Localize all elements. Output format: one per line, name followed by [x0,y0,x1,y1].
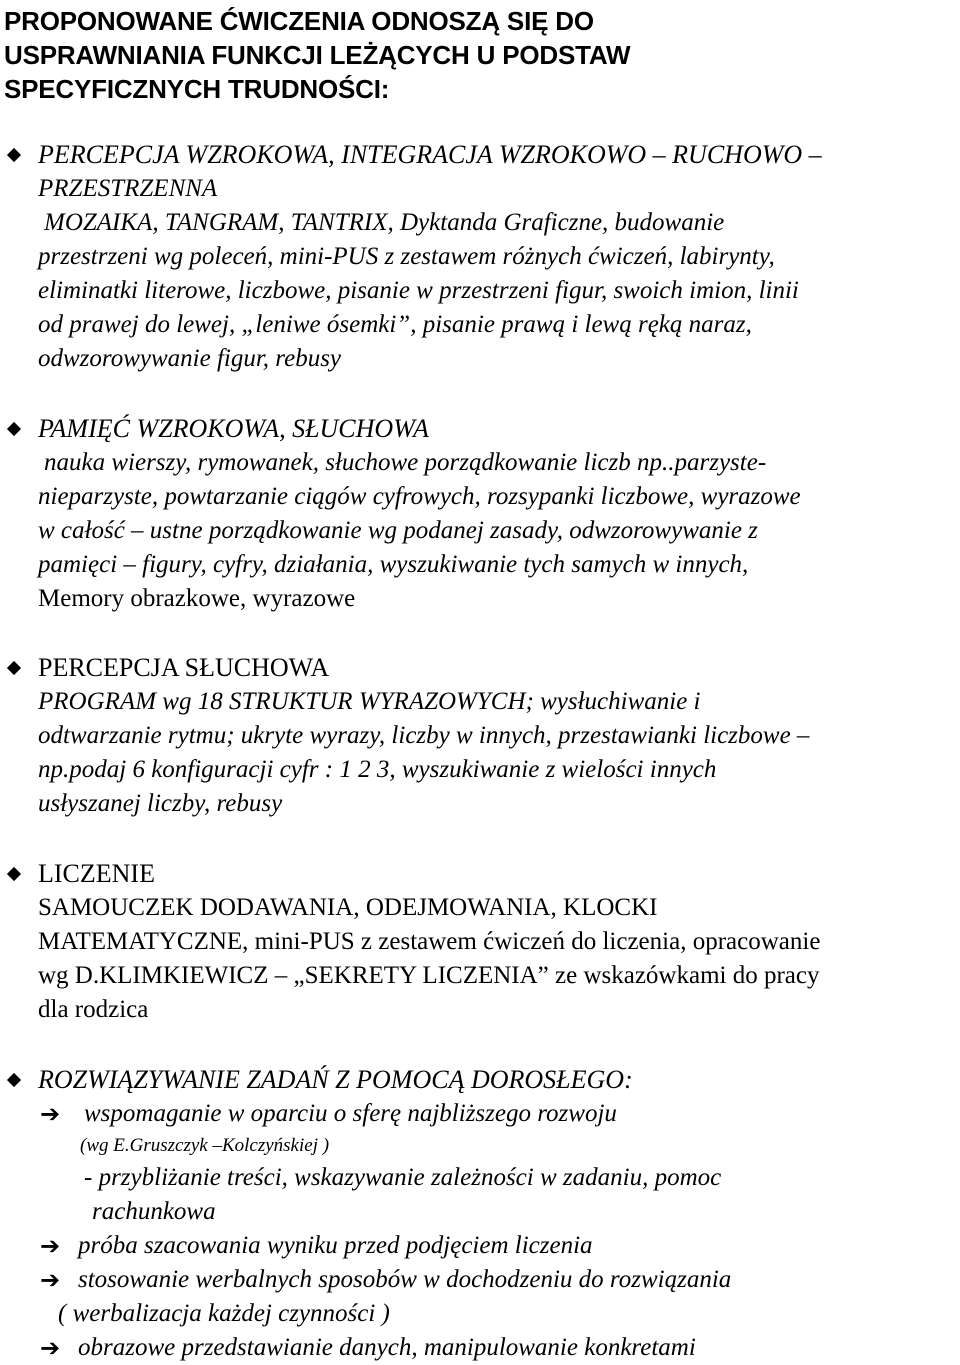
text-line: MOZAIKA, TANGRAM, TANTRIX, Dyktanda Graficzne, budowanie [44,209,725,236]
section-title: PAMIĘĆ WZROKOWA, SŁUCHOWA [38,414,429,443]
text-line: wg D.KLIMKIEWICZ – „SEKRETY LICZENIA” ze wskazówkami do pracy [38,962,820,989]
section-auditory-perception [0,651,960,821]
text-line: np.podaj 6 konfiguracji cyfr : 1 2 3, wyszukiwanie z wielości innych [38,756,717,783]
text-line: przestrzeni wg poleceń, mini-PUS z zestawem różnych ćwiczeń, labirynty, [38,243,775,270]
text-line: Memory obrazkowe, wyrazowe [38,585,356,612]
text-line: od prawej do lewej, „leniwe ósemki”, pisanie prawą i lewą ręką naraz, [38,311,752,338]
text-line: nauka wierszy, rymowanek, słuchowe porządkowanie liczb np..parzyste- [44,449,767,476]
right-arrow-icon: ➔ [40,1232,61,1260]
text-line: MATEMATYCZNE, mini-PUS z zestawem ćwiczeń do liczenia, opracowanie [38,928,821,955]
section-memory [0,412,960,616]
text-line: PROGRAM wg 18 STRUKTUR WYRAZOWYCH; wysłuchiwanie i [38,688,701,715]
bullet-heading [0,412,960,446]
arrow-item-text: wspomaganie w oparciu o sferę najbliższego rozwoju [84,1100,617,1127]
diamond-bullet-icon [7,1073,21,1087]
text-line: pamięci – figury, cyfry, działania, wyszukiwanie tych samych w innych, [38,551,749,578]
bullet-heading [0,138,960,172]
text-line: eliminatki literowe, liczbowe, pisanie w przestrzeni figur, swoich imion, linii [38,277,799,304]
section-counting [0,857,960,1027]
heading-line: SPECYFICZNYCH TRUDNOŚCI: [4,74,390,104]
diamond-bullet-icon [7,422,21,436]
text-line: ( werbalizacja każdej czynności ) [58,1300,390,1327]
diamond-bullet-icon [7,867,21,881]
arrow-item [0,1097,960,1131]
text-line: odtwarzanie rytmu; ukryte wyrazy, liczby w innych, przestawianki liczbowe – [38,722,810,749]
right-arrow-icon: ➔ [40,1334,61,1362]
text-line: w całość – ustne porządkowanie wg podanej zasady, odwzorowywanie z [38,517,758,544]
text-line: dla rodzica [38,996,149,1023]
document-heading [4,4,954,106]
section-title: PERCEPCJA SŁUCHOWA [38,653,330,682]
section-title: LICZENIE [38,859,155,888]
arrow-item [0,1263,960,1297]
bullet-heading [0,651,960,685]
diamond-bullet-icon [7,661,21,675]
text-line: PRZESTRZENNA [38,175,218,202]
section-title: ROZWIĄZYWANIE ZADAŃ Z POMOCĄ DOROSŁEGO: [38,1065,633,1094]
arrow-item-text: stosowanie werbalnych sposobów w dochodzeniu do rozwiązania [78,1266,732,1293]
diamond-bullet-icon [7,148,21,162]
text-line: - przybliżanie treści, wskazywanie zależności w zadaniu, pomoc [84,1164,722,1191]
text-line: rachunkowa [92,1198,216,1225]
section-title: PERCEPCJA WZROKOWA, INTEGRACJA WZROKOWO – RUCHOWO – [38,140,822,169]
right-arrow-icon: ➔ [40,1100,61,1128]
arrow-item-text: obrazowe przedstawianie danych, manipulowanie konkretami [78,1334,696,1361]
arrow-item [0,1331,960,1365]
heading-line: PROPONOWANE ĆWICZENIA ODNOSZĄ SIĘ DO [4,6,594,36]
bullet-heading [0,1063,960,1097]
heading-line: USPRAWNIANIA FUNKCJI LEŻĄCYCH U PODSTAW [4,40,631,70]
text-line: (wg E.Gruszczyk –Kolczyńskiej ) [80,1135,330,1156]
text-line: usłyszanej liczby, rebusy [38,790,283,817]
arrow-item-text: próba szacowania wyniku przed podjęciem liczenia [78,1232,593,1259]
section-problem-solving [0,1063,960,1365]
text-line: nieparzyste, powtarzanie ciągów cyfrowych, rozsypanki liczbowe, wyrazowe [38,483,801,510]
arrow-item [0,1229,960,1263]
section-visual-perception [0,138,960,376]
text-line: SAMOUCZEK DODAWANIA, ODEJMOWANIA, KLOCKI [38,894,658,921]
text-line: odwzorowywanie figur, rebusy [38,345,342,372]
bullet-heading [0,857,960,891]
right-arrow-icon: ➔ [40,1266,61,1294]
